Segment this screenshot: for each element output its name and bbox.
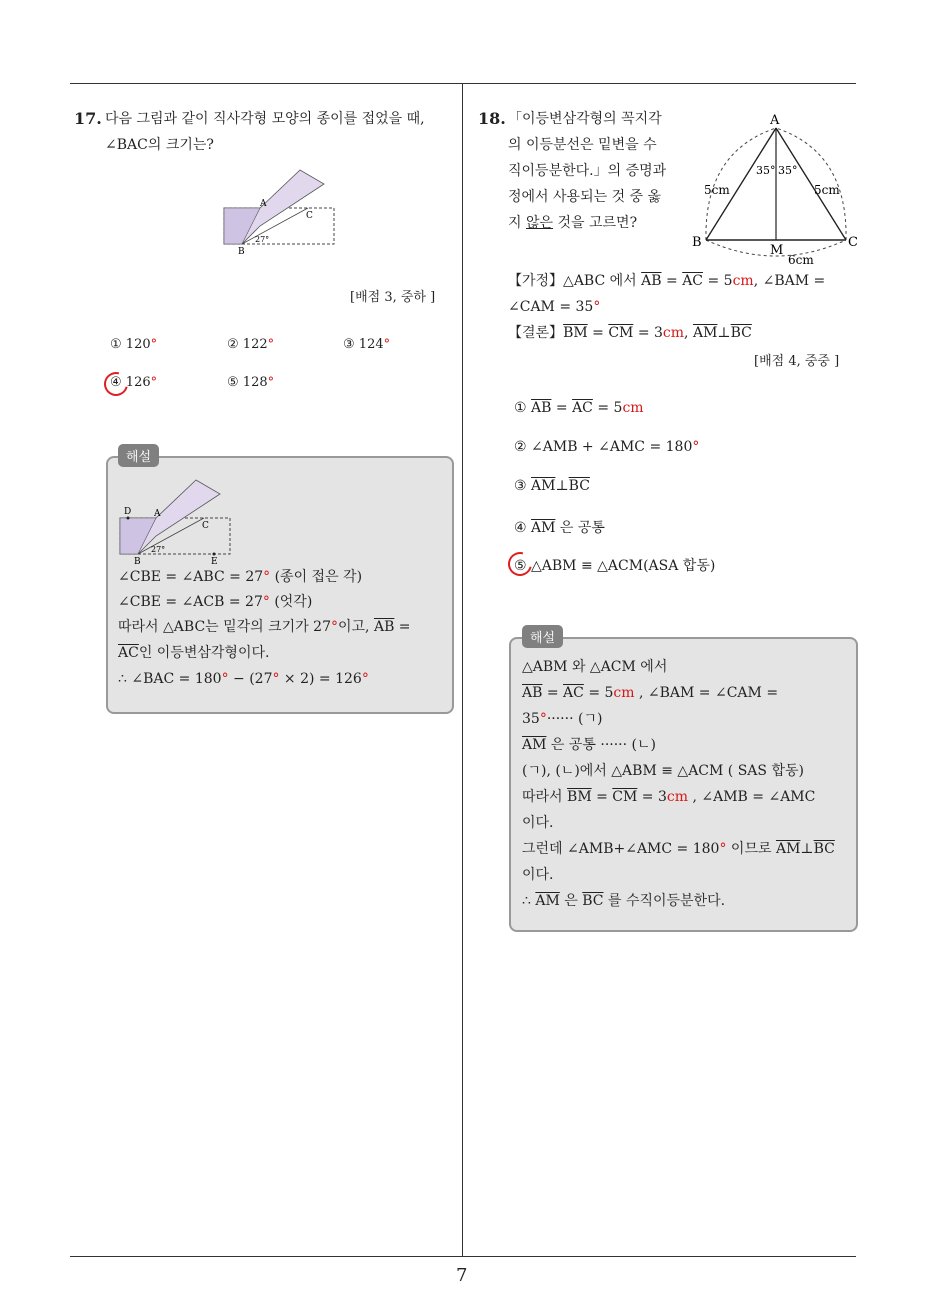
q18-fig-label-left: 5cm bbox=[704, 183, 730, 197]
q18-explanation-tag: 해설 bbox=[522, 625, 563, 648]
q18-question-line1: 「이등변삼각형의 꼭지각 bbox=[508, 111, 662, 127]
q18-expl-line4: $\overline{AM}$ 은 공통 ······ (ㄴ) bbox=[522, 737, 656, 753]
q18-choice-1[interactable]: ① $\overline{AB} = \overline{AC} = 5cm$ bbox=[514, 400, 644, 416]
q18-fig-label-c: C bbox=[848, 235, 858, 250]
q17-expl-fig-label-b: B bbox=[134, 557, 141, 567]
q18-score: [배점 4, 중중 ] bbox=[754, 354, 840, 369]
q18-number: 18. bbox=[478, 109, 506, 128]
q17-expl-line3: 따라서 △ABC는 밑각의 크기가 27°이고, $\overline{AB}$ = bbox=[118, 619, 411, 635]
q18-expl-line2: $\overline{AB} = \overline{AC} = 5cm$ , ∠BAM = ∠CAM = bbox=[522, 685, 779, 701]
q18-expl-line9: 이다. bbox=[522, 867, 554, 883]
q17-figure bbox=[220, 166, 342, 258]
choice-number: ② bbox=[514, 439, 527, 455]
q17-expl-fig-label-a: A bbox=[154, 509, 161, 519]
q18-choice-5[interactable]: ⑤ △ABM ≡ △ACM(ASA 합동) bbox=[514, 555, 715, 575]
choice-number: ③ bbox=[514, 478, 527, 494]
q17-choice-2[interactable] bbox=[227, 337, 274, 352]
choice-number: ④ bbox=[514, 520, 527, 536]
q17-fig-angle: 27° bbox=[255, 235, 270, 244]
q17-expl-line4: $\overline{AC}$인 이등변삼각형이다. bbox=[118, 645, 270, 661]
choice-value: 124 bbox=[358, 337, 384, 352]
q17-choice-4[interactable] bbox=[110, 375, 157, 390]
q17-score: [배점 3, 중하 ] bbox=[350, 290, 436, 305]
q18-fig-angle-2: 35° bbox=[778, 164, 798, 177]
degree-mark: ° bbox=[267, 375, 275, 390]
q17-question-line1: 다음 그림과 같이 직사각형 모양의 종이를 접었을 때, bbox=[105, 111, 425, 127]
q17-fig-label-a: A bbox=[260, 199, 267, 209]
choice-number: ② bbox=[227, 337, 239, 352]
choice-number: ① bbox=[110, 337, 122, 352]
page-number: 7 bbox=[456, 1265, 468, 1286]
q17-number: 17. bbox=[74, 109, 102, 128]
q18-choice-4[interactable]: ④ $\overline{AM}$ 은 공통 bbox=[514, 520, 605, 536]
q18-expl-line5: (ㄱ), (ㄴ)에서 △ABM ≡ △ACM ( SAS 합동) bbox=[522, 763, 804, 779]
q18-question-line3: 직이등분한다.」의 증명과 bbox=[508, 163, 667, 179]
q18-fig-label-m: M bbox=[770, 243, 784, 258]
q18-expl-line6: 따라서 $\overline{BM} = \overline{CM} = 3cm$ , ∠AMB = ∠AMC bbox=[522, 789, 816, 805]
choice-number: ① bbox=[514, 400, 527, 416]
choice-value: 128 bbox=[242, 375, 268, 390]
q17-expl-line5: ∴ ∠BAC = 180° − (27° × 2) = 126° bbox=[118, 671, 369, 687]
column-divider bbox=[462, 83, 463, 1256]
q18-fig-label-b: B bbox=[692, 235, 702, 250]
bottom-rule bbox=[70, 1256, 856, 1257]
q18-expl-line8: 그런데 ∠AMB+∠AMC = 180° 이므로 $\overline{AM}\perp\overline{BC}$ bbox=[522, 841, 835, 857]
q18-triangle-figure bbox=[686, 112, 862, 272]
q18-expl-line7: 이다. bbox=[522, 815, 554, 831]
q18-question-line2: 의 이등분선은 밑변을 수 bbox=[508, 137, 657, 153]
q18-fig-angle-1: 35° bbox=[756, 164, 776, 177]
q17-explanation-tag: 해설 bbox=[118, 444, 159, 467]
q17-expl-line1: ∠CBE = ∠ABC = 27° (종이 접은 각) bbox=[118, 569, 363, 585]
q17-expl-line2: ∠CBE = ∠ACB = 27° (엇각) bbox=[118, 594, 313, 610]
q17-expl-figure bbox=[116, 476, 238, 568]
q17-expl-fig-label-d: D bbox=[124, 507, 132, 517]
q18-fig-label-right: 5cm bbox=[814, 183, 840, 197]
q17-expl-fig-angle: 27° bbox=[151, 545, 166, 554]
choice-number: ④ bbox=[110, 375, 122, 390]
choice-number: ⑤ bbox=[227, 375, 239, 390]
q17-choice-5[interactable] bbox=[227, 375, 274, 390]
choice-number: ⑤ bbox=[514, 558, 527, 574]
q17-choice-3[interactable] bbox=[343, 337, 390, 352]
degree-mark: ° bbox=[150, 375, 158, 390]
q18-given-line1: 【가정】△ABC 에서 $\overline{AB} = \overline{AC} = 5cm$, ∠BAM = bbox=[508, 273, 826, 289]
answer-circle-mark bbox=[100, 368, 133, 401]
q17-question-line2: ∠BAC의 크기는? bbox=[105, 137, 214, 153]
choice-value: 122 bbox=[242, 337, 268, 352]
q18-choice-3[interactable]: ③ $\overline{AM}\perp\overline{BC}$ bbox=[514, 478, 590, 494]
choice-value: 126 bbox=[125, 375, 151, 390]
degree-mark: ° bbox=[267, 337, 275, 352]
q17-fig-label-c: C bbox=[306, 211, 313, 221]
answer-circle-mark bbox=[504, 548, 537, 581]
q18-fig-label-a: A bbox=[770, 113, 780, 128]
top-rule bbox=[70, 83, 856, 84]
q17-expl-fig-label-c: C bbox=[202, 521, 209, 531]
degree-mark: ° bbox=[383, 337, 391, 352]
q17-expl-fig-label-e: E bbox=[211, 557, 218, 567]
q18-fig-label-bottom: 6cm bbox=[788, 253, 814, 267]
q18-conclusion: 【결론】$\overline{BM} = \overline{CM} = 3cm$, $\overline{AM}\perp\overline{BC}$ bbox=[508, 325, 752, 341]
q18-question-line5: 지 않은 것을 고르면? bbox=[508, 215, 638, 231]
choice-value: 120 bbox=[125, 337, 151, 352]
choice-number: ③ bbox=[343, 337, 355, 352]
q17-fig-label-b: B bbox=[238, 247, 245, 257]
q17-choice-1[interactable] bbox=[110, 337, 157, 352]
q18-expl-line3: 35°······ (ㄱ) bbox=[522, 711, 603, 727]
q18-given-line2: ∠CAM = 35° bbox=[508, 299, 601, 315]
q18-choice-2[interactable]: ② ∠AMB + ∠AMC = 180° bbox=[514, 439, 700, 455]
degree-mark: ° bbox=[150, 337, 158, 352]
q18-expl-line1: △ABM 와 △ACM 에서 bbox=[522, 659, 668, 675]
q18-expl-line10: ∴ $\overline{AM}$ 은 $\overline{BC}$ 를 수직이등분한다. bbox=[522, 893, 726, 909]
q18-question-line4: 정에서 사용되는 것 중 옳 bbox=[508, 189, 662, 205]
